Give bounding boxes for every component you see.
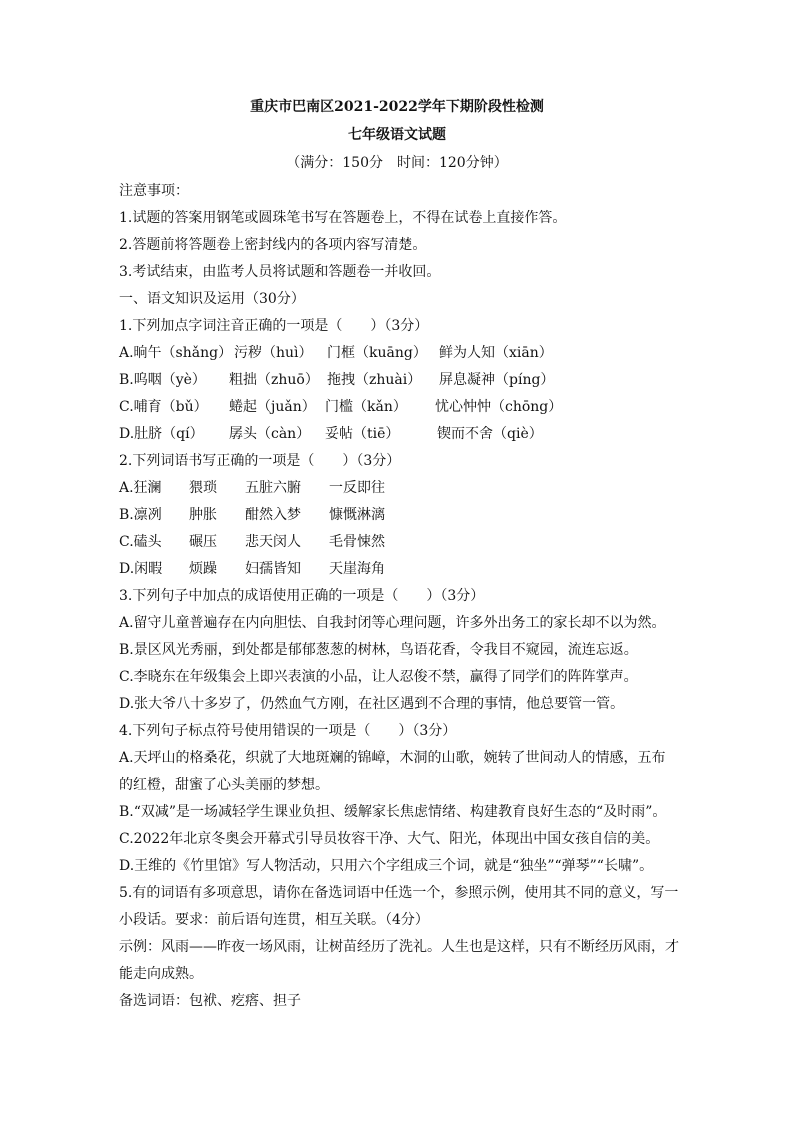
question-2-option-a [119, 477, 679, 497]
question-4-option-a: A.天坪山的格桑花，织就了大地斑斓的锦嶂，木洞的山歌，婉转了世间动人的情感，五布 [119, 750, 666, 766]
option-item: B.呜咽（yè） [119, 372, 206, 388]
question-1-option-d [119, 423, 679, 443]
question-4-option-b: B.“双减”是一场减轻学生课业负担、缓解家长焦虑情绪、构建教育良好生态的“及时雨”。 [119, 804, 667, 820]
option-item: C.磕头 [119, 534, 162, 550]
option-item: 鲜为人知（xiān） [439, 345, 553, 361]
question-1-option-b [119, 369, 679, 389]
option-item: 妇孺皆知 [245, 561, 301, 577]
question-2-stem: 2.下列词语书写正确的一项是（ ）（3分） [119, 453, 401, 469]
option-item: 污秽（huì） [234, 345, 313, 361]
option-item: 五脏六腑 [245, 480, 301, 496]
option-item: D.闲暇 [119, 561, 163, 577]
question-3-option-b: B.景区风光秀丽，到处都是郁郁葱葱的树林，鸟语花香，令我目不窥园，流连忘返。 [119, 642, 638, 658]
question-2-option-b [119, 504, 679, 524]
question-2-option-c [119, 531, 679, 551]
option-item: C.哺育（bǔ） [119, 399, 208, 415]
option-item: 锲而不舍（qiè） [437, 426, 543, 442]
note-item: 2.答题前将答题卷上密封线内的各项内容写清楚。 [119, 237, 427, 253]
option-item: D.肚脐（qí） [119, 426, 204, 442]
question-1-option-c [119, 396, 679, 416]
question-3-option-d: D.张大爷八十多岁了，仍然血气方刚，在社区遇到不合理的事情，他总要管一管。 [119, 696, 625, 712]
option-item: 妥帖（tiē） [325, 426, 400, 442]
option-item: A.狂澜 [119, 480, 162, 496]
option-item: B.凛冽 [119, 507, 162, 523]
question-1-option-a [119, 342, 679, 362]
question-5-stem: 5.有的词语有多项意思，请你在备选词语中任选一个，参照示例，使用其不同的意义，写一 [119, 885, 679, 901]
option-item: 碾压 [189, 534, 217, 550]
option-item: 一反即往 [329, 480, 385, 496]
question-3-stem: 3.下列句子中加点的成语使用正确的一项是（ ）（3分） [119, 588, 485, 604]
question-5-stem-cont: 小段话。要求：前后语句连贯，相互关联。（4分） [119, 912, 429, 928]
note-item: 1.试题的答案用钢笔或圆珠笔书写在答题卷上，不得在试卷上直接作答。 [119, 210, 567, 226]
option-item: 忧心忡忡（chōng） [435, 399, 563, 415]
option-item: 孱头（càn） [229, 426, 311, 442]
score-time-info: （满分：150分 时间：120分钟） [286, 155, 508, 171]
question-1-stem: 1.下列加点字词注音正确的一项是（ ）（3分） [119, 318, 429, 334]
exam-title: 重庆市巴南区2021-2022学年下期阶段性检测 [250, 99, 544, 115]
question-3-option-c: C.李晓东在年级集会上即兴表演的小品，让人忍俊不禁，赢得了同学们的阵阵掌声。 [119, 669, 638, 685]
question-3-option-a: A.留守儿童普遍存在内向胆怯、自我封闭等心理问题，许多外出务工的家长却不以为然。 [119, 615, 666, 631]
question-5-candidates: 备选词语：包袱、疙瘩、担子 [119, 993, 301, 1009]
question-4-stem: 4.下列句子标点符号使用错误的一项是（ ）（3分） [119, 723, 457, 739]
option-item: 蜷起（juǎn） [229, 399, 316, 415]
option-item: 烦躁 [189, 561, 217, 577]
option-item: 拖拽（zhuài） [327, 372, 422, 388]
option-item: 粗拙（zhuō） [229, 372, 319, 388]
option-item: 天崖海角 [329, 561, 385, 577]
option-item: 门框（kuāng） [327, 345, 427, 361]
question-4-option-c: C.2022年北京冬奥会开幕式引导员妆容干净、大气、阳光，体现出中国女孩自信的美。 [119, 831, 660, 847]
question-5-example-cont: 能走向成熟。 [119, 966, 203, 982]
option-item: A.晌午（shǎng） [119, 345, 233, 361]
question-4-option-a-cont: 的红橙，甜蜜了心头美丽的梦想。 [119, 777, 329, 793]
option-item: 屏息凝神（píng） [439, 372, 555, 388]
exam-subtitle: 七年级语文试题 [348, 127, 446, 143]
section-heading: 一、语文知识及运用（30分） [119, 291, 305, 307]
question-5-example: 示例：风雨——昨夜一场风雨，让树苗经历了洗礼。人生也是这样，只有不断经历风雨，才 [119, 939, 679, 955]
option-item: 酣然入梦 [245, 507, 301, 523]
option-item: 门槛（kǎn） [325, 399, 407, 415]
notes-heading: 注意事项： [119, 183, 189, 199]
question-4-option-d: D.王维的《竹里馆》写人物活动，只用六个字组成三个词，就是“独坐”“弹琴”“长啸”。 [119, 858, 654, 874]
option-item: 悲天闵人 [245, 534, 301, 550]
option-item: 猥琐 [189, 480, 217, 496]
option-item: 毛骨悚然 [329, 534, 385, 550]
note-item: 3.考试结束，由监考人员将试题和答题卷一并收回。 [119, 264, 441, 280]
option-item: 慷慨淋漓 [329, 507, 385, 523]
question-2-option-d [119, 558, 679, 578]
option-item: 肿胀 [189, 507, 217, 523]
